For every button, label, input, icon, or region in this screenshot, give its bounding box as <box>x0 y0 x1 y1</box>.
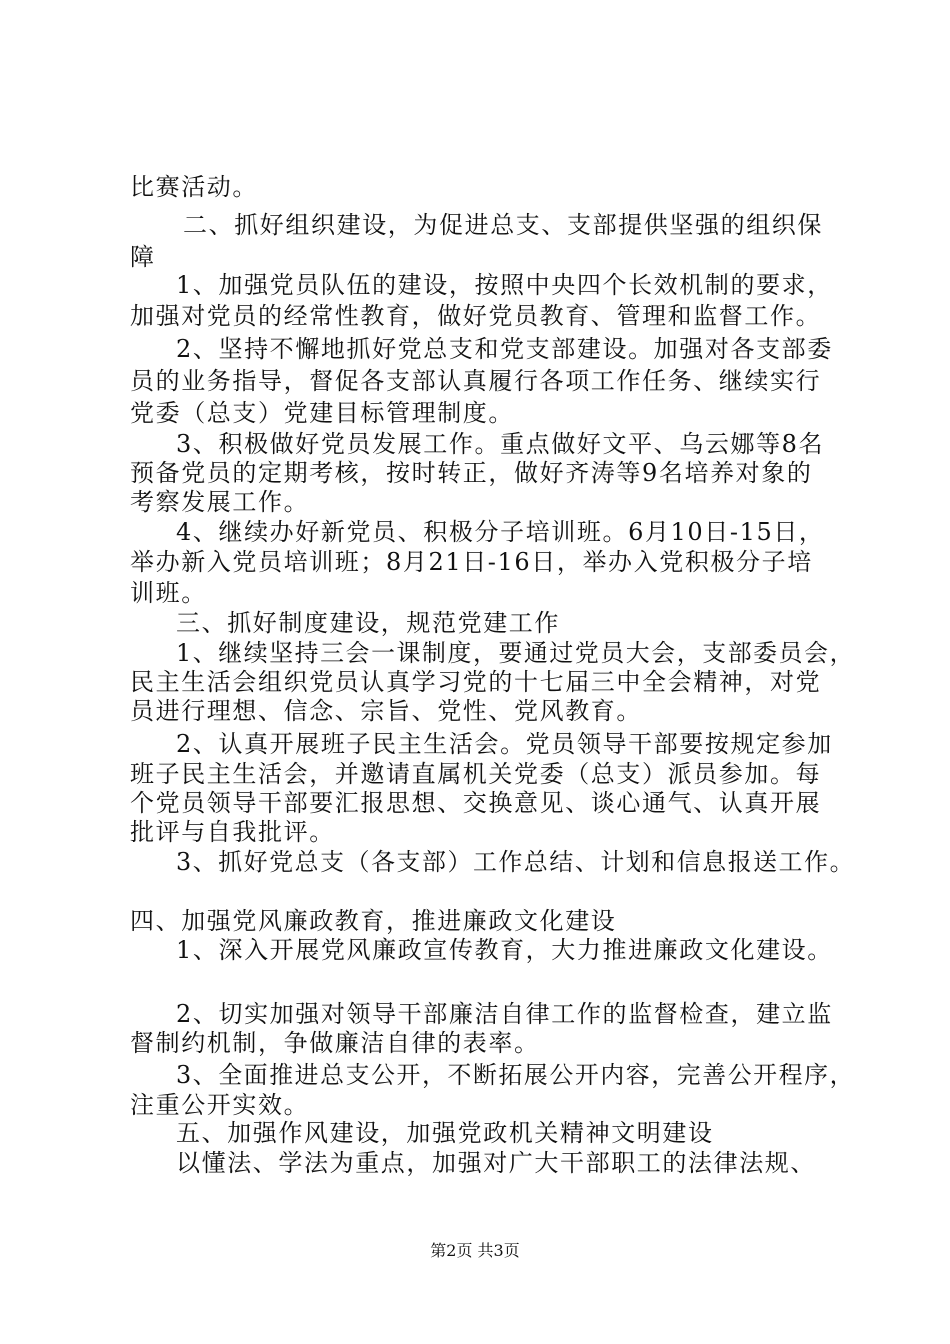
text-line: 考察发展工作。 <box>130 488 310 516</box>
section-heading: 二、抓好组织建设，为促进总支、支部提供坚强的组织保 <box>183 211 823 239</box>
text-line: 党委（总支）党建目标管理制度。 <box>130 399 514 427</box>
text-line: 预备党员的定期考核，按时转正，做好齐涛等9名培养对象的 <box>130 459 813 487</box>
text-line: 员的业务指导，督促各支部认真履行各项工作任务、继续实行 <box>130 367 822 395</box>
text-line: 4、继续办好新党员、积极分子培训班。6月10日-15日， <box>176 518 825 546</box>
text-line: 班子民主生活会，并邀请直属机关党委（总支）派员参加。每 <box>130 760 822 788</box>
text-line: 1、深入开展党风廉政宣传教育，大力推进廉政文化建设。 <box>176 936 833 964</box>
text-line: 举办新入党员培训班；8月21日-16日，举办入党积极分子培 <box>130 548 813 576</box>
page-footer: 第2页 共3页 <box>430 1241 520 1260</box>
section-heading: 四、加强党风廉政教育，推进廉政文化建设 <box>130 907 617 935</box>
text-line: 1、继续坚持三会一课制度，要通过党员大会，支部委员会， <box>176 639 856 667</box>
text-line: 3、抓好党总支（各支部）工作总结、计划和信息报送工作。 <box>176 848 856 876</box>
text-line: 1、加强党员队伍的建设，按照中央四个长效机制的要求， <box>176 271 833 299</box>
text-line: 2、切实加强对领导干部廉洁自律工作的监督检查，建立监 <box>176 1000 833 1028</box>
text-line: 训班。 <box>130 579 207 607</box>
text-line: 员进行理想、信念、宗旨、党性、党风教育。 <box>130 697 642 725</box>
text-line: 个党员领导干部要汇报思想、交换意见、谈心通气、认真开展 <box>130 789 822 817</box>
text-line: 2、认真开展班子民主生活会。党员领导干部要按规定参加 <box>176 730 833 758</box>
text-line: 以懂法、学法为重点，加强对广大干部职工的法律法规、 <box>176 1149 816 1177</box>
text-line: 民主生活会组织党员认真学习党的十七届三中全会精神，对党 <box>130 668 822 696</box>
text-line: 督制约机制，争做廉洁自律的表率。 <box>130 1029 540 1057</box>
text-line: 3、全面推进总支公开，不断拓展公开内容，完善公开程序， <box>176 1061 856 1089</box>
text-line: 批评与自我批评。 <box>130 818 335 846</box>
section-heading: 五、加强作风建设，加强党政机关精神文明建设 <box>176 1119 714 1147</box>
text-line: 比赛活动。 <box>130 173 258 201</box>
text-line: 注重公开实效。 <box>130 1091 310 1119</box>
text-line: 障 <box>130 243 156 271</box>
text-line: 2、坚持不懈地抓好党总支和党支部建设。加强对各支部委 <box>176 335 833 363</box>
text-line: 加强对党员的经常性教育，做好党员教育、管理和监督工作。 <box>130 302 822 330</box>
text-line: 3、积极做好党员发展工作。重点做好文平、乌云娜等8名 <box>176 430 825 458</box>
section-heading: 三、抓好制度建设，规范党建工作 <box>176 609 560 637</box>
